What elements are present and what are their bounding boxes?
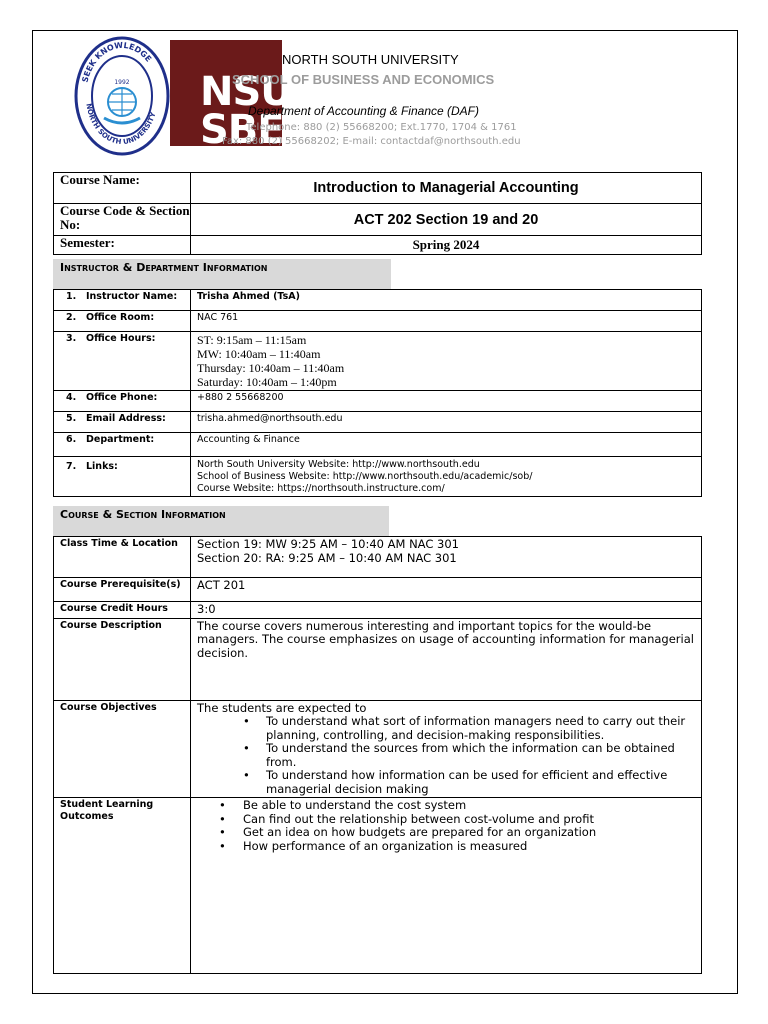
fax-line: Fax: 880 (2) 55668202; E-mail: contactdaf@northsouth.edu (222, 136, 521, 147)
university-seal-logo (74, 34, 170, 158)
list-item: • Can find out the relationship between cost-volume and profit (197, 813, 695, 827)
semester-label: Semester: (54, 236, 191, 255)
instructor-name-label: 1. Instructor Name: (54, 290, 191, 311)
office-hours-label: 3. Office Hours: (54, 332, 191, 391)
objectives-value (191, 700, 702, 798)
credit-hours-value: 3:0 (191, 602, 702, 619)
course-name-label: Course Name: (54, 173, 191, 204)
objectives-intro: The students are expected to (197, 700, 367, 715)
list-item: • Get an idea on how budgets are prepared for an organization (197, 826, 695, 840)
slo-value (191, 798, 702, 974)
email-label: 5. Email Address: (54, 412, 191, 433)
university-name: NORTH SOUTH UNIVERSITY (282, 52, 459, 67)
svg-text:NORTH SOUTH UNIVERSITY: NORTH SOUTH UNIVERSITY (84, 102, 158, 147)
course-website-link[interactable]: Course Website: https://northsouth.instructure.com/ (197, 483, 445, 494)
office-hours-value: ST: 9:15am – 11:15am MW: 10:40am – 11:40am Thursday: 10:40am – 11:40am Saturday: 10:40am – 1:40pm (191, 332, 702, 391)
semester-value: Spring 2024 (191, 236, 702, 255)
phone-line: Telephone: 880 (2) 55668200; Ext.1770, 1704 & 1761 (246, 122, 517, 133)
instructor-section-heading: Instructor & Department Information (53, 259, 391, 289)
slo-label: Student Learning Outcomes (54, 798, 191, 974)
department-value: Accounting & Finance (191, 433, 702, 457)
seal-text: SEEK KNOWLEDGE (80, 40, 154, 84)
prerequisite-value: ACT 201 (191, 578, 702, 602)
objectives-list (197, 715, 695, 796)
office-phone-value: +880 2 55668200 (191, 391, 702, 412)
course-name-value: Introduction to Managerial Accounting (191, 173, 702, 204)
department-name: Department of Accounting & Finance (DAF) (248, 104, 479, 118)
seal-year: 1992 (114, 79, 130, 86)
course-info-table (53, 172, 702, 255)
list-item: • Be able to understand the cost system (197, 799, 695, 813)
credit-hours-label: Course Credit Hours (54, 602, 191, 619)
links-label: 7. Links: (54, 457, 191, 497)
course-code-value: ACT 202 Section 19 and 20 (191, 204, 702, 236)
instructor-name-value: Trisha Ahmed (TsA) (191, 290, 702, 311)
description-label: Course Description (54, 618, 191, 700)
course-code-label: Course Code & Section No: (54, 204, 191, 236)
office-phone-label: 4. Office Phone: (54, 391, 191, 412)
list-item: • To understand the sources from which the information can be obtained from. (197, 742, 695, 769)
department-label: 6. Department: (54, 433, 191, 457)
prerequisite-label: Course Prerequisite(s) (54, 578, 191, 602)
school-name: SCHOOL OF BUSINESS AND ECONOMICS (232, 72, 495, 87)
list-item: • To understand how information can be used for efficient and effective managerial decision making (197, 769, 695, 796)
logo-line-1: NSU (200, 69, 292, 115)
office-room-value: NAC 761 (191, 311, 702, 332)
slo-list (197, 799, 695, 853)
business-school-link[interactable]: School of Business Website: http://www.northsouth.edu/academic/sob/ (197, 471, 533, 482)
class-time-label: Class Time & Location (54, 537, 191, 578)
objectives-label: Course Objectives (54, 700, 191, 798)
email-link[interactable]: trisha.ahmed@northsouth.edu (191, 412, 702, 433)
course-section-heading: Course & Section Information (53, 506, 389, 536)
logo-line-2: SBE (200, 107, 284, 153)
list-item: • To understand what sort of information managers need to carry out their planning, controlling, and decision-making responsibilities. (197, 715, 695, 742)
office-room-label: 2. Office Room: (54, 311, 191, 332)
description-value: The course covers numerous interesting and important topics for the would-be managers. The course emphasizes on usage of accounting information for managerial decision. (191, 618, 702, 700)
links-value (191, 457, 702, 497)
instructor-info-table (53, 289, 702, 497)
class-time-value: Section 19: MW 9:25 AM – 10:40 AM NAC 301 Section 20: RA: 9:25 AM – 10:40 AM NAC 301 (191, 537, 702, 578)
course-section-table (53, 536, 702, 974)
list-item: • How performance of an organization is measured (197, 840, 695, 854)
nsu-website-link[interactable]: North South University Website: http://www.northsouth.edu (197, 459, 480, 470)
